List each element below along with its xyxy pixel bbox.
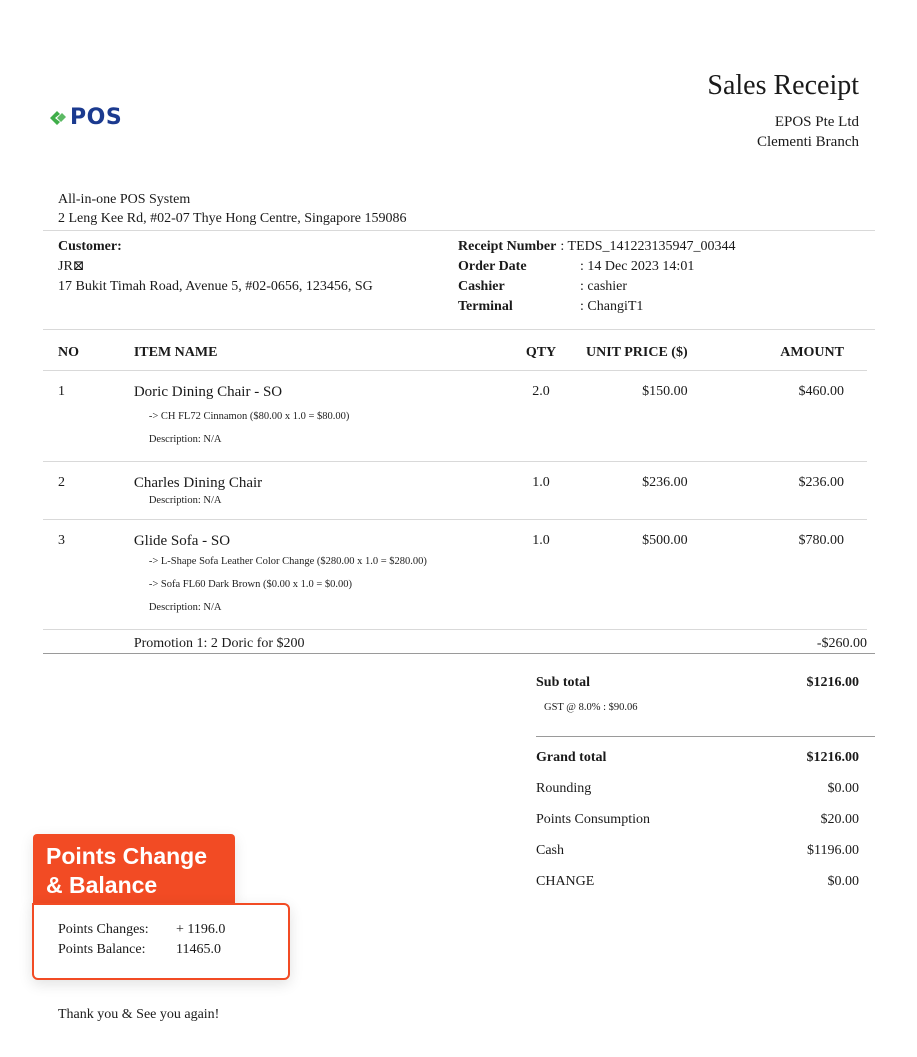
receipt-meta	[458, 237, 736, 317]
grand-total-label: Grand total	[536, 750, 607, 765]
tag-line: Points Change	[46, 843, 208, 869]
item-name: Charles Dining Chair	[133, 475, 263, 491]
table-header-row	[43, 336, 867, 371]
items-table	[43, 336, 867, 656]
total-label: Points Consumption	[536, 812, 650, 827]
total-value: $20.00	[820, 812, 859, 827]
change-row	[536, 874, 859, 905]
subtotal-label: Sub total	[536, 675, 591, 690]
points-consumption-row	[536, 812, 859, 843]
item-name: Glide Sofa - SO	[133, 533, 231, 549]
meta-row-order-date	[458, 257, 736, 277]
total-value: $0.00	[827, 874, 859, 889]
meta-value: : cashier	[580, 279, 628, 294]
grand-total-row	[536, 750, 859, 781]
store-address: 2 Leng Kee Rd, #02-07 Thye Hong Centre, Singapore 159086	[58, 211, 407, 226]
divider	[43, 329, 875, 330]
item-name: Doric Dining Chair - SO	[133, 384, 283, 400]
store-name: All-in-one POS System	[58, 192, 191, 207]
item-unit-price: $150.00	[642, 384, 688, 399]
total-label: CHANGE	[536, 874, 595, 889]
page-title: Sales Receipt	[707, 70, 859, 101]
tag-line: & Balance	[46, 872, 158, 898]
item-no: 1	[58, 384, 65, 399]
meta-row-terminal	[458, 297, 736, 317]
item-qty: 2.0	[532, 384, 550, 399]
points-block	[58, 920, 225, 960]
epos-logo	[48, 105, 122, 130]
meta-value: : ChangiT1	[580, 299, 644, 314]
epos-logo-icon	[48, 108, 68, 128]
thank-you-message: Thank you & See you again!	[58, 1007, 220, 1022]
table-row	[43, 462, 867, 520]
branch-name: Clementi Branch	[756, 134, 859, 150]
table-row	[43, 520, 867, 630]
customer-label: Customer:	[58, 239, 122, 254]
points-balance-value: 11465.0	[176, 942, 221, 957]
rounding-row	[536, 781, 859, 812]
total-label: Cash	[536, 843, 564, 858]
item-detail: -> CH FL72 Cinnamon ($80.00 x 1.0 = $80.00)	[148, 411, 350, 422]
item-detail: -> Sofa FL60 Dark Brown ($0.00 x 1.0 = $0.00)	[148, 579, 352, 590]
col-header-amount: AMOUNT	[688, 336, 867, 371]
total-value: $0.00	[827, 781, 859, 796]
subtotal-value: $1216.00	[806, 675, 859, 690]
points-changes-label: Points Changes:	[58, 922, 149, 937]
item-amount: $236.00	[798, 475, 844, 490]
meta-row-cashier	[458, 277, 736, 297]
total-value: $1196.00	[807, 843, 859, 858]
company-name: EPOS Pte Ltd	[774, 114, 859, 130]
divider	[43, 230, 875, 231]
points-changes-row	[58, 920, 225, 940]
col-header-item-name: ITEM NAME	[134, 336, 502, 371]
item-no: 3	[58, 533, 65, 548]
item-cell	[134, 462, 502, 520]
subtotal-block	[536, 675, 859, 713]
meta-label: Cashier	[458, 279, 505, 294]
col-header-qty: QTY	[502, 336, 580, 371]
meta-row-receipt-number	[458, 237, 736, 257]
meta-label: Order Date	[458, 259, 527, 274]
col-header-unit-price: UNIT PRICE ($)	[580, 336, 688, 371]
item-no: 2	[58, 475, 65, 490]
item-amount: $460.00	[798, 384, 844, 399]
item-unit-price: $236.00	[642, 475, 688, 490]
store-info	[58, 190, 407, 228]
divider	[536, 736, 875, 737]
item-qty: 1.0	[532, 475, 550, 490]
points-balance-label: Points Balance:	[58, 942, 146, 957]
item-description: Description: N/A	[148, 434, 222, 445]
grand-total-block	[536, 750, 859, 905]
item-unit-price: $500.00	[642, 533, 688, 548]
points-changes-value: + 1196.0	[176, 922, 226, 937]
meta-label: Terminal	[458, 299, 513, 314]
company-block	[757, 112, 859, 152]
table-row	[43, 371, 867, 462]
customer-address: 17 Bukit Timah Road, Avenue 5, #02-0656, 123456, SG	[58, 279, 373, 294]
item-detail: -> L-Shape Sofa Leather Color Change ($280.00 x 1.0 = $280.00)	[148, 556, 427, 567]
meta-value: : TEDS_141223135947_00344	[560, 239, 736, 254]
meta-label: Receipt Number	[458, 239, 557, 254]
customer-block	[58, 237, 373, 297]
item-amount: $780.00	[798, 533, 844, 548]
points-highlight-tag	[33, 834, 235, 904]
customer-name: JR⊠	[58, 259, 85, 274]
col-header-no: NO	[43, 336, 134, 371]
promotion-amount: -$260.00	[816, 636, 867, 651]
points-balance-row	[58, 940, 225, 960]
grand-total-value: $1216.00	[806, 750, 859, 765]
item-description: Description: N/A	[148, 495, 222, 506]
cash-row	[536, 843, 859, 874]
gst-text: GST @ 8.0% : $90.06	[544, 702, 638, 713]
total-label: Rounding	[536, 781, 592, 796]
item-cell	[134, 520, 502, 630]
divider	[43, 653, 875, 654]
item-description: Description: N/A	[148, 602, 222, 613]
item-qty: 1.0	[532, 533, 550, 548]
logo-text: POS	[70, 105, 123, 130]
meta-value: : 14 Dec 2023 14:01	[580, 259, 695, 274]
promotion-name: Promotion 1: 2 Doric for $200	[133, 636, 305, 651]
item-cell	[134, 371, 502, 462]
